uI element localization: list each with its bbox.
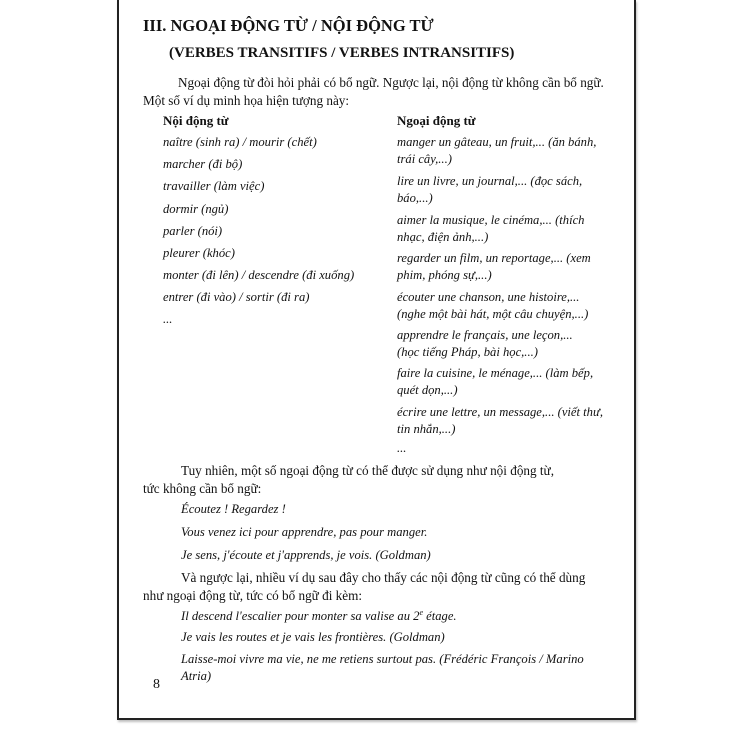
intransitive-item: marcher (đi bộ) bbox=[163, 157, 243, 171]
transitive-item-line: manger un gâteau, un fruit,... (ăn bánh, bbox=[397, 135, 597, 149]
intransitive-item: monter (đi lên) / descendre (đi xuống) bbox=[163, 268, 355, 282]
transitive-item-line: phim, phóng sự,...) bbox=[397, 268, 492, 282]
intro-line-1: Ngoại động từ đòi hỏi phải có bổ ngữ. Ngược lại, nội động từ không cần bổ ngữ. bbox=[178, 75, 604, 90]
transitive-item-line: ... bbox=[397, 441, 407, 455]
intransitive-header: Nội động từ bbox=[163, 113, 229, 128]
intransitive-item: travailler (làm việc) bbox=[163, 179, 265, 193]
para2-line-2: tức không cần bổ ngữ: bbox=[143, 481, 262, 496]
section-subtitle: (VERBES TRANSITIFS / VERBES INTRANSITIFS) bbox=[169, 45, 515, 61]
page-number: 8 bbox=[153, 677, 160, 692]
transitive-item-line: écrire une lettre, un message,... (viết thư, bbox=[397, 405, 603, 419]
transitive-item-line: tin nhắn,...) bbox=[397, 422, 456, 436]
intransitive-item: pleurer (khóc) bbox=[163, 246, 235, 260]
transitive-item-line: faire la cuisine, le ménage,... (làm bếp, bbox=[397, 366, 594, 380]
example-sentence: Laisse-moi vivre ma vie, ne me retiens surtout pas. (Frédéric François / Marino bbox=[181, 652, 584, 666]
para3-line-2: như ngoại động từ, tức có bổ ngữ đi kèm: bbox=[143, 588, 363, 603]
transitive-item-line: quét dọn,...) bbox=[397, 383, 458, 397]
transitive-item-line: trái cây,...) bbox=[397, 152, 452, 166]
transitive-item-line: (nghe một bài hát, một câu chuyện,...) bbox=[397, 307, 589, 321]
transitive-item-line: écouter une chanson, une histoire,... bbox=[397, 290, 580, 304]
intransitive-item: ... bbox=[163, 312, 173, 326]
document-page bbox=[117, 0, 636, 720]
transitive-item-line: regarder un film, un reportage,... (xem bbox=[397, 251, 591, 265]
transitive-item-line: apprendre le français, une leçon,... bbox=[397, 328, 573, 342]
section-title: III. NGOẠI ĐỘNG TỪ / NỘI ĐỘNG TỪ bbox=[143, 16, 434, 35]
transitive-item-line: (học tiếng Pháp, bài học,...) bbox=[397, 345, 538, 359]
transitive-header: Ngoại động từ bbox=[397, 113, 476, 128]
intro-line-2: Một số ví dụ minh họa hiện tượng này: bbox=[143, 93, 350, 108]
intransitive-item: entrer (đi vào) / sortir (đi ra) bbox=[163, 290, 310, 304]
example-sentence: Je vais les routes et je vais les frontières. (Goldman) bbox=[181, 630, 445, 644]
example-sentence: Écoutez ! Regardez ! bbox=[181, 502, 286, 516]
intransitive-item: dormir (ngủ) bbox=[163, 202, 229, 216]
para2-line-1: Tuy nhiên, một số ngoại động từ có thể được sử dụng như nội động từ, bbox=[181, 463, 555, 478]
intransitive-item: naître (sinh ra) / mourir (chết) bbox=[163, 135, 317, 149]
example-sentence: Je sens, j'écoute et j'apprends, je vois. (Goldman) bbox=[181, 548, 431, 562]
intransitive-item: parler (nói) bbox=[163, 224, 223, 238]
transitive-item-line: lire un livre, un journal,... (đọc sách, bbox=[397, 174, 583, 188]
example-sentence: Il descend l'escalier pour monter sa valise au 2e étage. bbox=[181, 608, 457, 624]
transitive-item-line: aimer la musique, le cinéma,... (thích bbox=[397, 213, 585, 227]
transitive-item-line: báo,...) bbox=[397, 191, 433, 205]
para3-line-1: Và ngược lại, nhiều ví dụ sau đây cho thấy các nội động từ cũng có thể dùng bbox=[181, 570, 586, 585]
transitive-item-line: nhạc, điện ảnh,...) bbox=[397, 230, 489, 244]
example-sentence: Vous venez ici pour apprendre, pas pour manger. bbox=[181, 525, 428, 539]
example-sentence-continuation: Atria) bbox=[181, 669, 212, 683]
